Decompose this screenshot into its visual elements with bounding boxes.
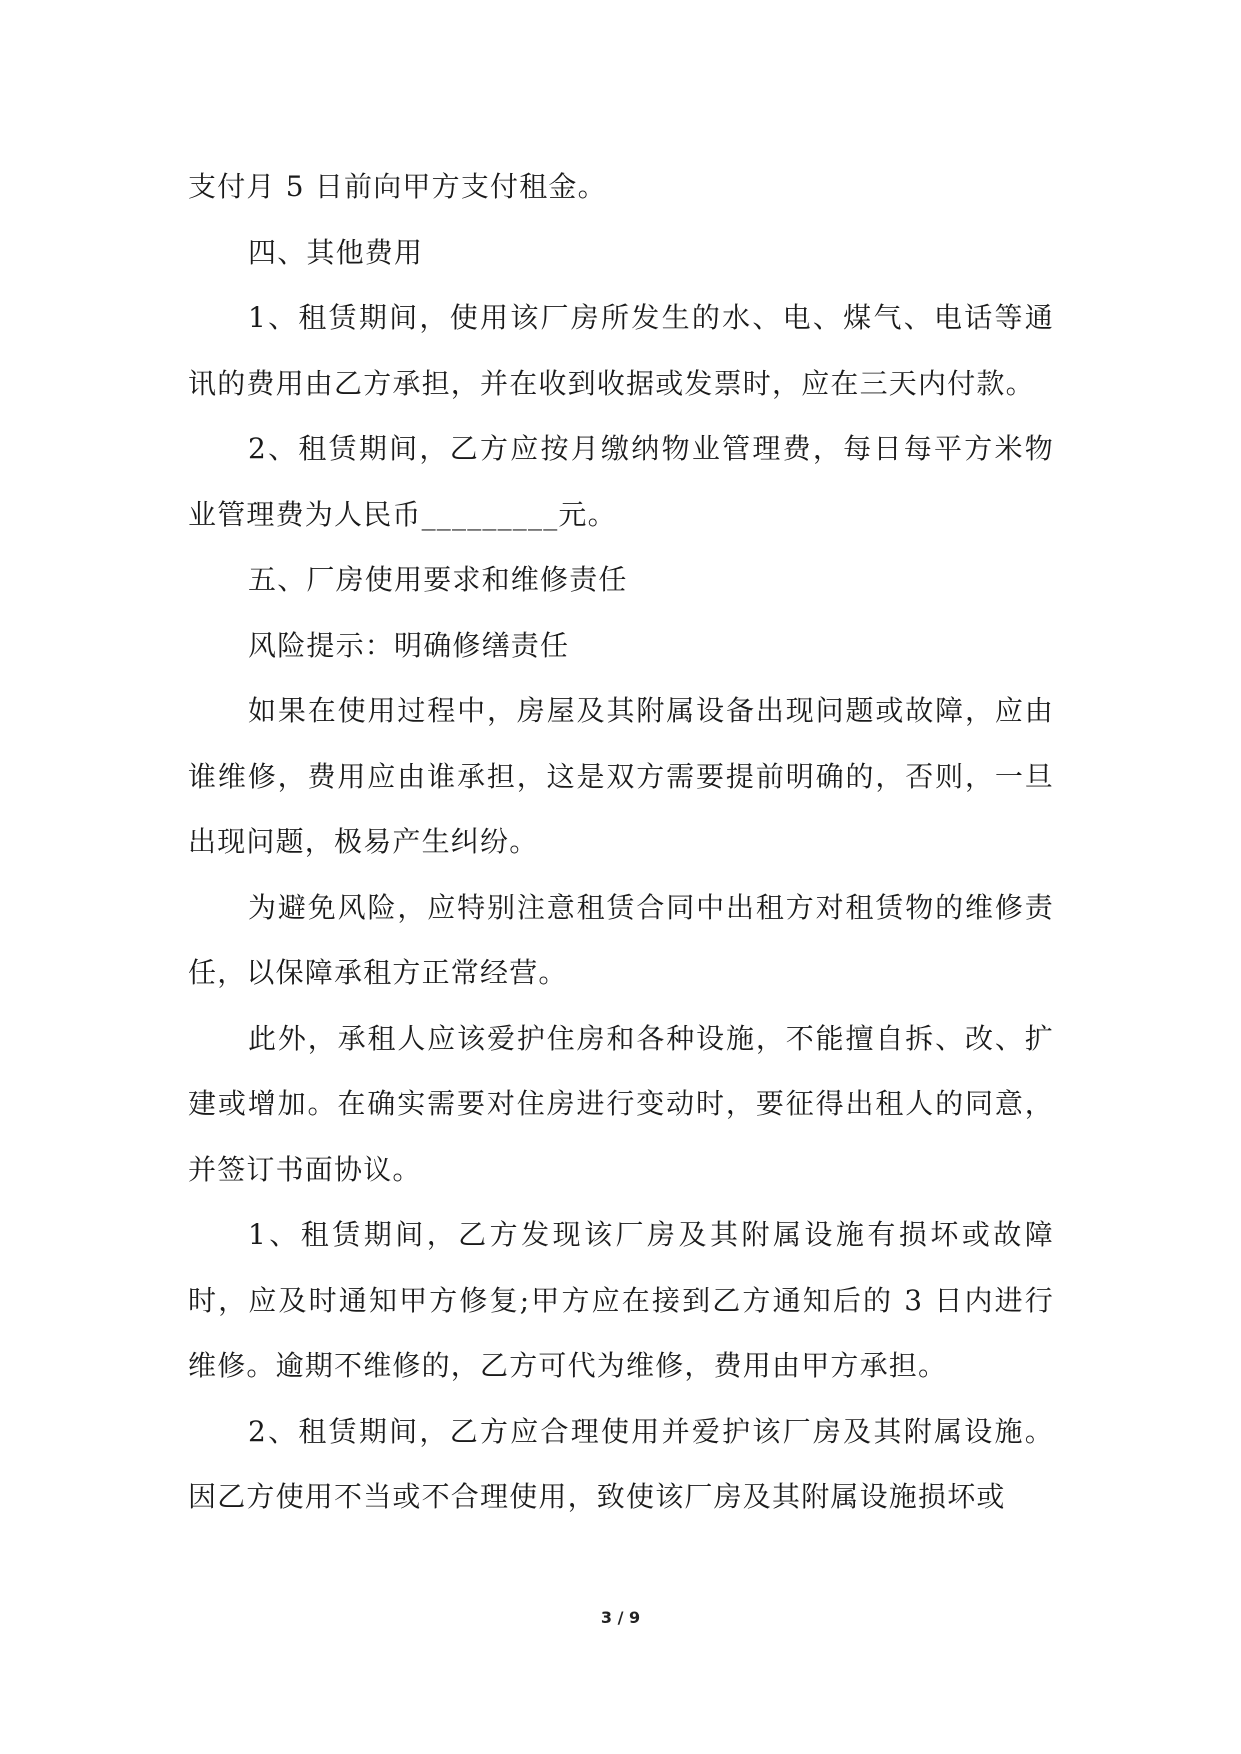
document-body xyxy=(188,154,1054,1530)
paragraph-avoid-risk: 为避免风险，应特别注意租赁合同中出租方对租赁物的维修责任，以保障承租方正常经营。 xyxy=(188,890,1054,989)
paragraph-proper-use: 2、租赁期间，乙方应合理使用并爱护该厂房及其附属设施。因乙方使用不当或不合理使用，致使该厂房及其附属设施损坏或 xyxy=(188,1414,1054,1513)
paragraph-1: 支付月 5 日前向甲方支付租金。 xyxy=(188,170,607,203)
section-heading-other-fees: 四、其他费用 xyxy=(248,235,424,269)
paragraph-repair-responsibility: 如果在使用过程中，房屋及其附属设备出现问题或故障，应由谁维修，费用应由谁承担，这是双方需要提前明确的，否则，一旦出现问题，极易产生纠纷。 xyxy=(188,694,1054,858)
section-heading-usage-and-maintenance: 五、厂房使用要求和维修责任 xyxy=(248,563,628,596)
paragraph-tenant-care: 此外，承租人应该爱护住房和各种设施，不能擅自拆、改、扩建或增加。在确实需要对住房进行变动时，要征得出租人的同意，并签订书面协议。 xyxy=(188,1021,1054,1186)
paragraph-damage-notification: 1、租赁期间，乙方发现该厂房及其附属设施有损坏或故障时，应及时通知甲方修复;甲方应在接到乙方通知后的 3 日内进行维修。逾期不维修的，乙方可代为维修，费用由甲方承担。 xyxy=(188,1218,1054,1382)
paragraph-utility-fees: 1、租赁期间，使用该厂房所发生的水、电、煤气、电话等通讯的费用由乙方承担，并在收到收据或发票时，应在三天内付款。 xyxy=(188,301,1054,400)
paragraph-property-management-fee: 2、租赁期间，乙方应按月缴纳物业管理费，每日每平方米物业管理费为人民币_________元。 xyxy=(188,432,1054,531)
risk-tip-heading: 风险提示：明确修缮责任 xyxy=(248,628,570,662)
page-number: 3 / 9 xyxy=(600,1608,641,1627)
